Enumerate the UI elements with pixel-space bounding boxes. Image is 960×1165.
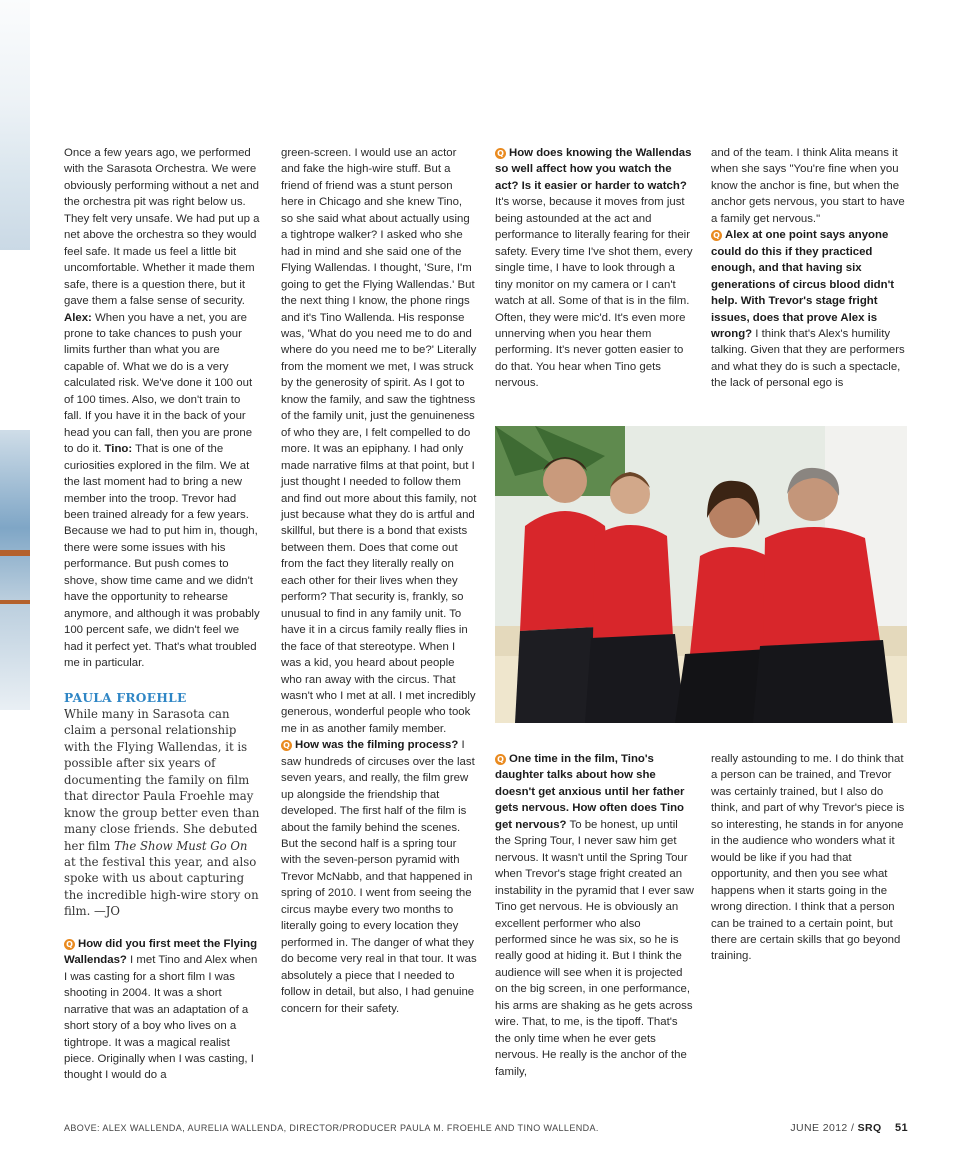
speaker-label-tino: Tino: <box>104 443 133 456</box>
edge-sky-image <box>0 0 30 250</box>
intro-paragraph: While many in Sarasota can claim a personal relationship with the Flying Wallendas, it is possible after six years of documenting the family on film that director Paula Froehle may know the group better even than many close friends. She debuted her film The Show Must Go On at the festival this year, and also spoke with us about capturing the incredible high-wire story on film. —JO <box>64 706 260 919</box>
folio-separator: / <box>851 1122 855 1134</box>
article-column-4 <box>711 145 911 392</box>
qa-block <box>495 751 695 1080</box>
answer-text: I saw hundreds of circuses over the last seven years, and really, the film grew up alongside the friendship that developed. The first half of the film is about the family behind the scenes. But the second half is a spring tour with the seven-person pyramid with Trevor McNabb, and that happened in spring of 2010. I went from seeing the circus maybe every two months to literally going to every location they performed in. The danger of what they do become very real in that tour. It was absolutely a piece that I needed to follow in detail, but also, I had genuine concern for their safety. <box>281 739 477 1015</box>
page-folio <box>790 1122 908 1134</box>
question-icon: Q <box>64 939 75 950</box>
question-text: How was the filming process? <box>295 739 459 752</box>
page-number: 51 <box>894 1122 908 1134</box>
article-column-3-lower <box>495 751 695 1080</box>
qa-block <box>711 227 911 392</box>
question-text: One time in the film, Tino's daughter talks about how she doesn't get anxious until her father gets nervous. How often does Tino get nervous? <box>495 753 685 831</box>
qa-block <box>495 145 695 392</box>
answer-text: I met Tino and Alex when I was casting for a short film I was shooting in 2004. It was a short narrative that was an adaptation of a short story of a boy who lives on a tightrope. It was a magical realist piece. Originally when I was casting, I thought I would do a <box>64 954 258 1082</box>
article-column-1 <box>64 145 260 1084</box>
answer-text: green-screen. I would use an actor and fake the high-wire stuff. But a friend of friend was a stunt person here in Chicago and she knew Tino, so she said what about actually using a tightrope walker? I asked who she had in mind and she said one of the Flying Wallendas. I thought, 'Sure, I'm going to get the Flying Wallendas.' But the next thing I know, the phone rings and it's Tino Wallenda. His response was, 'What do you need me to do and where do you need me to be?' Literally from the moment we met, I was struck by the generosity of spirit. As I got to know the family, and saw the tightness of the family unit, just the genuineness of who they are, I felt compelled to do more. It was an epiphany. I had only made narrative films at that point, but I just thought I needed to follow them and find out more about this family, not just because what they do is artful and skillful, but there is a bond that exists between them. Does that come out from the fact they literally really on each other for their lives when they perform? That security is, frankly, so unusual to find in any family unit. To have it in a circus family really flies in the face of that stereotype. When I was a kid, you heard about people who ran away with the circus. That wasn't who I met at all. I met incredibly generous, wonderful people who took me in as another family member. <box>281 147 477 735</box>
issue-date: JUNE 2012 <box>790 1122 848 1134</box>
group-portrait-photo <box>495 426 907 723</box>
question-icon: Q <box>281 740 292 751</box>
question-text: How does knowing the Wallendas so well affect how you watch the act? Is it easier or harder to watch? <box>495 147 692 192</box>
answer-text: really astounding to me. I do think that a person can be trained, and Trevor was certainly trained, but I also do think, and part of why Trevor's piece is so interesting, he stands in for anyone in the audience who wonders what it would be like if you had that opportunity, and then you see what happens when it starts going in the wrong direction. I think that a person can be trained to a certain point, but there are certain skills that go beyond training. <box>711 753 905 963</box>
photo-caption: ABOVE: ALEX WALLENDA, AURELIA WALLENDA, DIRECTOR/PRODUCER PAULA M. FROEHLE AND TINO WALLENDA. <box>64 1123 599 1133</box>
edge-highwire-image <box>0 430 30 710</box>
question-text: How did you first meet the Flying Wallendas? <box>64 937 258 967</box>
answer-text: and of the team. I think Alita means it when she says "You're fine when you know the anchor is fine, but when the anchor gets nervous, you start to have a family get nervous." <box>711 147 905 225</box>
photo-illustration <box>495 426 907 723</box>
article-column-2 <box>281 145 477 1017</box>
answer-text: I think that's Alex's humility talking. Given that they are performers and what they do is such a spectacle, the lack of personal ego is <box>711 327 905 390</box>
magazine-name: SRQ <box>857 1122 882 1134</box>
article-column-4-lower <box>711 751 911 965</box>
speaker-label-alex: Alex: <box>64 311 92 324</box>
question-icon: Q <box>495 148 506 159</box>
question-icon: Q <box>495 754 506 765</box>
question-text: Alex at one point says anyone could do this if they practiced enough, and that having six generations of circus blood didn't help. With Trevor's stage fright issues, does that prove Alex is wrong? <box>711 229 895 340</box>
qa-block <box>64 936 260 1084</box>
answer-text: It's worse, because it moves from just being astounded at the act and performance to literally fearing for their safety. Every time I've shot them, every single time, I have to look through a tiny monitor on my camera or I can't watch at all. Some of that is in the film. Often, they were mic'd. It's even more unnerving when you hear them performing. It's never gotten easier to do that. You hear when Tino gets nervous. <box>495 196 693 390</box>
qa-block <box>281 737 477 1017</box>
question-icon: Q <box>711 230 722 241</box>
answer-text: To be honest, up until the Spring Tour, I never saw him get nervous. It wasn't until the Spring Tour when Trevor's stage fright created an instability in the pyramid that I ever saw Tino get nervous. He is obviously an excellent performer who also performed since he was six, so he is really good at hiding it. But I think the audience will see when it is projected on the big screen, in one performance, his arms are shaking as he gets across wire. That, to me, is the tipoff. That's the only time when he ever gets nervous. He really is the anchor of the family, <box>495 818 694 1078</box>
body-paragraph: Once a few years ago, we performed with the Sarasota Orchestra. We were obviously performing without a net and the orchestra pit was right below us. They felt very unsafe. We had put up a net above the orchestra so they would feel safe. It made us feel a little bit uncomfortable. Whether it made them safe, there is a question there, but it gave them a false sense of security. Alex: When you have a net, you are prone to take chances to push your limits further than what you are capable of. What we do is a very calculated risk. We've done it 100 out of 100 times. Also, we don't train to fall. If you have it in the back of your head you can fall, then you are prone to do it. Tino: That is one of the curiosities explored in the film. We at the last moment had to bring a new member into the troop. Trevor had been trained already for a few years. Because we had to put him in, though, there were some issues with his performance. But push comes to shove, show time came and we didn't have the opportunity to rehearse anymore, and although it was probably 100 percent safe, we didn't feel we had it perfect yet. That's what troubled me in particular. <box>64 147 260 670</box>
film-title: The Show Must Go On <box>114 838 248 853</box>
section-heading: PAULA FROEHLE <box>64 690 187 705</box>
article-column-3 <box>495 145 695 392</box>
